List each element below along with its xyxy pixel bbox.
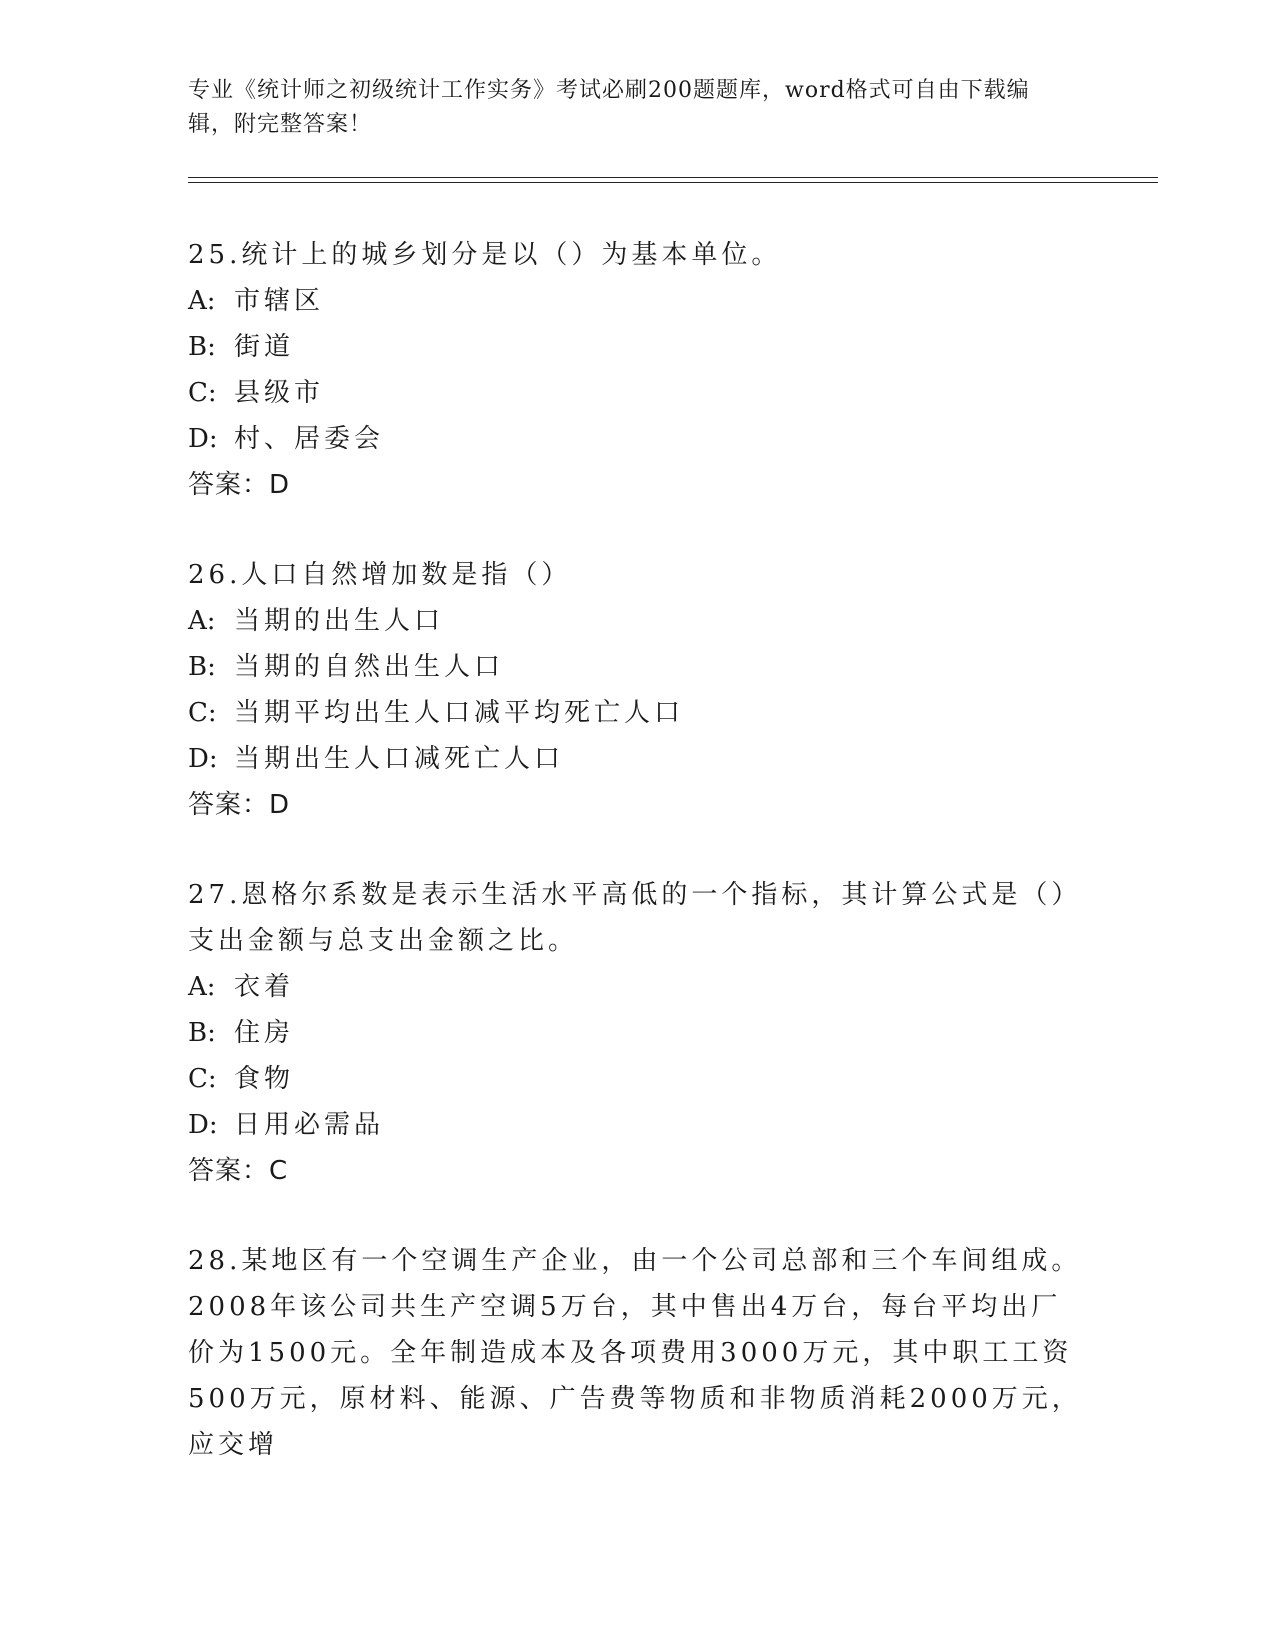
option-text: 日用必需品 [234, 1110, 385, 1140]
option-b [188, 1010, 1088, 1056]
option-c [188, 370, 1088, 416]
option-d [188, 736, 1088, 782]
option-letter: B: [188, 332, 216, 362]
option-a [188, 278, 1088, 324]
option-text: 当期平均出生人口减平均死亡人口 [234, 698, 685, 728]
option-letter: B: [188, 1018, 216, 1048]
question-stem: 26.人口自然增加数是指（） [188, 560, 572, 590]
header-divider-top [188, 177, 1158, 178]
option-letter: D: [188, 744, 218, 774]
option-text: 食物 [234, 1064, 295, 1094]
option-text: 街道 [234, 332, 295, 362]
option-d [188, 1102, 1088, 1148]
answer-line: 答案：C [188, 1156, 289, 1186]
option-letter: C: [188, 1064, 217, 1094]
question-list [188, 232, 1088, 1512]
option-letter: C: [188, 698, 217, 728]
option-letter: A: [188, 606, 216, 636]
question-stem: 25.统计上的城乡划分是以（）为基本单位。 [188, 240, 782, 270]
document-header: 专业《统计师之初级统计工作实务》考试必刷200题题库，word格式可自由下载编辑，附完整答案！ [188, 78, 1030, 137]
option-letter: D: [188, 1110, 218, 1140]
option-letter: C: [188, 378, 217, 408]
question-25 [188, 232, 1088, 508]
option-a [188, 964, 1088, 1010]
option-text: 当期的自然出生人口 [234, 652, 505, 682]
option-d [188, 416, 1088, 462]
answer-line: 答案：D [188, 790, 291, 820]
option-letter: A: [188, 972, 216, 1002]
option-text: 住房 [234, 1018, 295, 1048]
answer-line: 答案：D [188, 470, 291, 500]
option-b [188, 644, 1088, 690]
option-c [188, 690, 1088, 736]
option-text: 市辖区 [234, 286, 325, 316]
option-letter: B: [188, 652, 216, 682]
option-text: 当期的出生人口 [234, 606, 445, 636]
question-stem: 27.恩格尔系数是表示生活水平高低的一个指标，其计算公式是（）支出金额与总支出金额之比。 [188, 880, 1082, 956]
question-stem: 28.某地区有一个空调生产企业，由一个公司总部和三个车间组成。2008年该公司共生产空调5万台，其中售出4万台，每台平均出厂价为1500元。全年制造成本及各项费用3000万元，其中职工工资500万元，原材料、能源、广告费等物质和非物质消耗2000万元，应交增 [188, 1246, 1082, 1460]
option-text: 当期出生人口减死亡人口 [234, 744, 565, 774]
option-letter: A: [188, 286, 216, 316]
option-text: 县级市 [234, 378, 325, 408]
question-27 [188, 872, 1088, 1194]
option-text: 衣着 [234, 972, 295, 1002]
option-a [188, 598, 1088, 644]
option-text: 村、居委会 [234, 424, 385, 454]
option-letter: D: [188, 424, 218, 454]
question-26 [188, 552, 1088, 828]
option-c [188, 1056, 1088, 1102]
option-b [188, 324, 1088, 370]
question-28 [188, 1238, 1088, 1468]
header-divider-bottom [188, 182, 1158, 183]
